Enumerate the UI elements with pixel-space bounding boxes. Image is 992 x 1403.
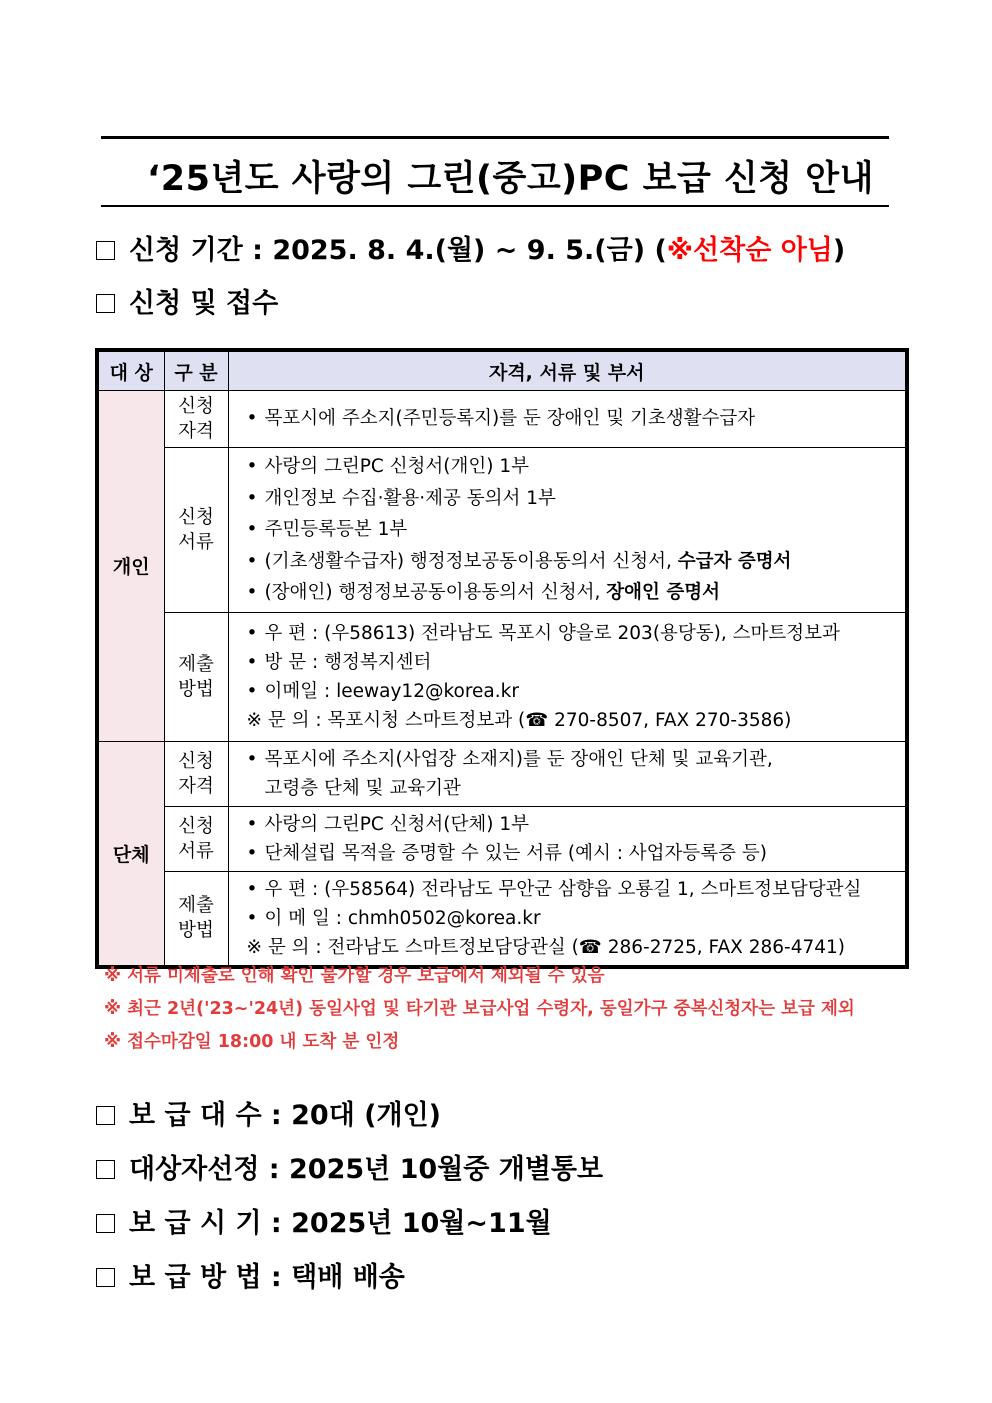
summary-line: [96, 1201, 552, 1240]
summary-quantity: 보 급 대 수 : 20대 (개인): [129, 1100, 442, 1131]
summary-timing: 보 급 시 기 : 2025년 10월~11월: [129, 1208, 552, 1239]
period-label: 신청 기간 : 2025. 8. 4.(월) ~ 9. 5.(금) (: [129, 235, 667, 266]
apply-heading-line: [96, 281, 278, 320]
summary-selection: 대상자선정 : 2025년 10월중 개별통보: [129, 1154, 604, 1185]
table-row: [97, 806, 907, 871]
summary-line: [96, 1093, 441, 1132]
group-docs: • 사랑의 그린PC 신청서(단체) 1부 • 단체설립 목적을 증명할 수 있는 서류 (예시 : 사업자등록증 등): [228, 806, 907, 871]
checkbox-icon: [96, 1268, 115, 1287]
checkbox-icon: [96, 1106, 115, 1125]
note-item: ※ 최근 2년('23~'24년) 동일사업 및 타기관 보급사업 수령자, 동일가구 중복신청자는 보급 제외: [104, 999, 855, 1019]
header-category: 구 분: [164, 350, 228, 391]
table-row: [97, 448, 907, 613]
period-close: ): [832, 235, 846, 266]
table-row: [97, 391, 907, 448]
apply-heading: 신청 및 접수: [129, 288, 279, 319]
table-row: [97, 612, 907, 741]
header-target: 대 상: [97, 350, 164, 391]
header-details: 자격, 서류 및 부서: [228, 350, 907, 391]
cat-docs: 신청 서류: [164, 806, 228, 871]
page-title: ‘25년도 사랑의 그린(중고)PC 보급 신청 안내: [147, 159, 874, 199]
note-item: ※ 서류 미제출로 인해 확인 불가할 경우 보급에서 제외될 수 있음: [104, 966, 605, 986]
table-row: [97, 871, 907, 967]
cat-eligibility: 신청 자격: [164, 391, 228, 448]
checkbox-icon: [96, 1214, 115, 1233]
notes: [104, 960, 855, 1059]
cat-submit: 제출 방법: [164, 612, 228, 741]
individual-submit: • 우 편 : (우58613) 전라남도 목포시 양을로 203(용당동), 스마트정보과 • 방 문 : 행정복지센터 • 이메일 : leeway12@korea.kr ※ 문 의 : 목포시청 스마트정보과 (☎ 270-8507, FAX 270-3586): [228, 612, 907, 741]
target-individual: 개인: [97, 391, 164, 742]
cat-submit: 제출 방법: [164, 871, 228, 967]
group-submit: • 우 편 : (우58564) 전라남도 무안군 삼향읍 오룡길 1, 스마트정보담당관실 • 이 메 일 : chmh0502@korea.kr ※ 문 의 : 전라남도 스마트정보담당관실 (☎ 286-2725, FAX 286-4741): [228, 871, 907, 967]
summary-line: [96, 1147, 603, 1186]
period-highlight: ※선착순 아님: [666, 235, 833, 266]
individual-eligibility: • 목포시에 주소지(주민등록지)를 둔 장애인 및 기초생활수급자: [228, 391, 907, 448]
individual-docs: • 사랑의 그린PC 신청서(개인) 1부 • 개인정보 수집·활용·제공 동의서 1부 • 주민등록등본 1부 • (기초생활수급자) 행정정보공동이용동의서 신청서, 수급자 증명서 • (장애인) 행정정보공동이용동의서 신청서, 장애인 증명서: [228, 448, 907, 613]
table-row: [97, 741, 907, 806]
group-eligibility: • 목포시에 주소지(사업장 소재지)를 둔 장애인 단체 및 교육기관, 고령층 단체 및 교육기관: [228, 741, 907, 806]
summary-line: [96, 1255, 405, 1294]
checkbox-icon: [96, 294, 115, 313]
summary-method: 보 급 방 법 : 택배 배송: [129, 1262, 405, 1293]
table-header-row: [97, 350, 907, 391]
checkbox-icon: [96, 1160, 115, 1179]
cat-docs: 신청 서류: [164, 448, 228, 613]
info-table: [95, 348, 909, 969]
cat-eligibility: 신청 자격: [164, 741, 228, 806]
checkbox-icon: [96, 241, 115, 260]
period-line: [96, 228, 845, 267]
target-group: 단체: [97, 741, 164, 967]
title-box: [101, 136, 889, 207]
note-item: ※ 접수마감일 18:00 내 도착 분 인정: [104, 1032, 400, 1052]
